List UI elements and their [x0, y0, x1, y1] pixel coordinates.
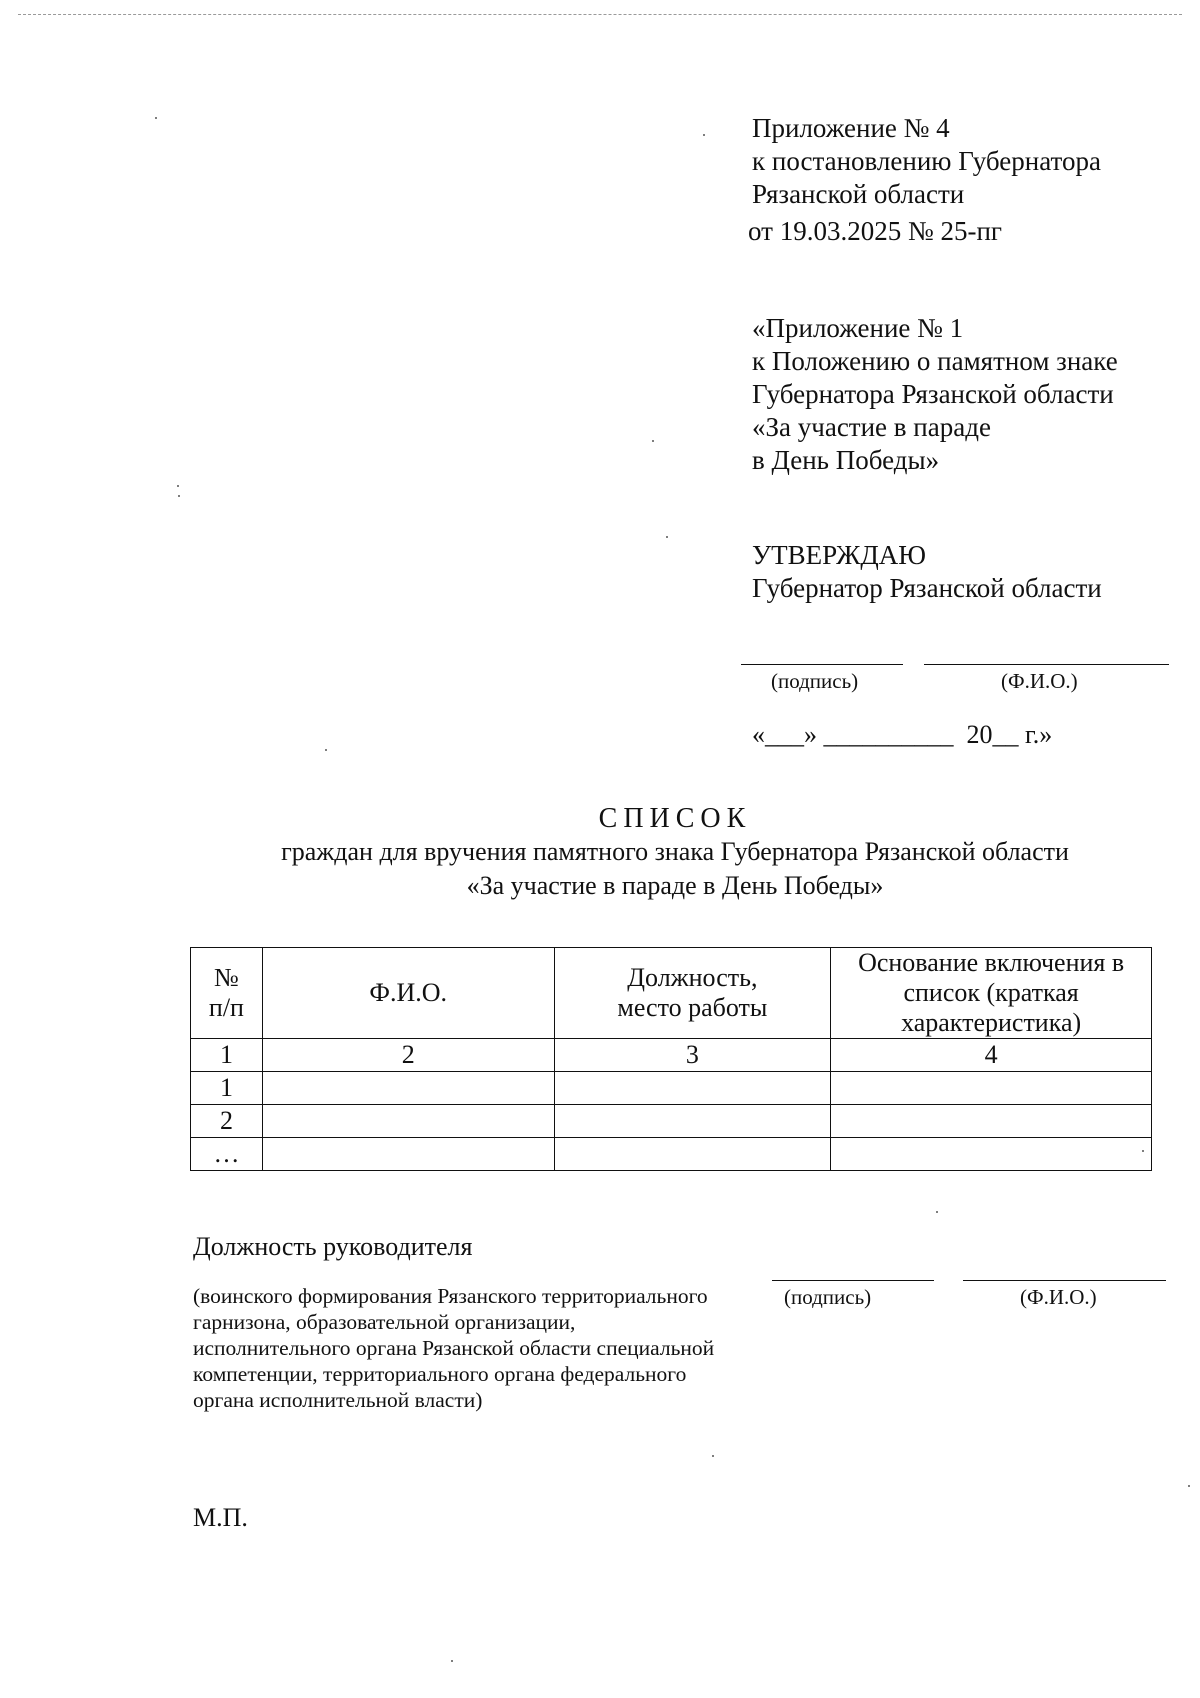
table-cell [554, 1072, 831, 1105]
footer-signature-caption: (подпись) [784, 1285, 872, 1309]
table-row [191, 1105, 1152, 1138]
document-title: СПИСОК [598, 803, 752, 834]
column-number: 3 [554, 1039, 831, 1072]
footer-signature-line [772, 1280, 934, 1281]
regulation-line: Губернатора Рязанской области [752, 379, 1114, 409]
approval-date-line: «___» __________ 20__ г.» [752, 720, 1053, 749]
column-number: 2 [262, 1039, 554, 1072]
head-position-note: (воинского формирования Рязанского территориального гарнизона, образовательной организации, исполнительного органа Рязанской области специальной компетенции, территориального органа федерального органа исполнительной власти) [193, 1284, 715, 1412]
appendix-date-line: от 19.03.2025 № 25-пг [748, 216, 1002, 246]
table-header-row [191, 948, 1152, 1039]
approval-title: УТВЕРЖДАЮ [752, 540, 927, 570]
table-cell [262, 1105, 554, 1138]
footer-name-caption: (Ф.И.О.) [1020, 1285, 1097, 1309]
scan-speck [178, 495, 180, 497]
table-cell [554, 1138, 831, 1171]
table-cell: … [191, 1138, 263, 1171]
table-header-number: № п/п [191, 948, 263, 1039]
scan-speck [712, 1455, 714, 1457]
document-subtitle-line1: граждан для вручения памятного знака Губернатора Рязанской области [281, 837, 1069, 866]
approval-signature-caption: (подпись) [771, 669, 859, 693]
regulation-line: к Положению о памятном знаке [752, 346, 1118, 376]
table-header-name: Ф.И.О. [262, 948, 554, 1039]
regulation-appendix-block [752, 312, 1118, 477]
approval-name-line [924, 664, 1169, 665]
appendix-block [748, 112, 1101, 248]
column-number: 4 [831, 1039, 1152, 1072]
approval-name-caption: (Ф.И.О.) [1001, 669, 1078, 693]
table-cell [831, 1072, 1152, 1105]
approval-position: Губернатор Рязанской области [752, 573, 1102, 603]
regulation-line: «Приложение № 1 [752, 313, 964, 343]
head-position-label: Должность руководителя [193, 1232, 473, 1261]
stamp-place: М.П. [193, 1503, 248, 1532]
scan-speck [451, 1660, 453, 1662]
citizens-table [190, 947, 1152, 1171]
table-cell [262, 1072, 554, 1105]
document-subtitle-line2: «За участие в параде в День Победы» [466, 871, 884, 900]
column-number: 1 [191, 1039, 263, 1072]
appendix-line: к постановлению Губернатора [752, 146, 1101, 176]
table-header-basis: Основание включения в список (краткая характеристика) [831, 948, 1152, 1039]
scan-speck [652, 440, 654, 442]
regulation-line: в День Победы» [752, 445, 940, 475]
table-cell [831, 1138, 1152, 1171]
table-column-number-row [191, 1039, 1152, 1072]
approval-signature-line [741, 664, 903, 665]
scan-speck [155, 117, 157, 119]
scan-top-edge [18, 14, 1182, 15]
scan-speck [177, 485, 179, 487]
scan-speck [325, 749, 327, 751]
table-row [191, 1138, 1152, 1171]
table-cell [554, 1105, 831, 1138]
scan-speck [666, 536, 668, 538]
footer-name-line [963, 1280, 1166, 1281]
table-header-position: Должность, место работы [554, 948, 831, 1039]
scan-speck [936, 1211, 938, 1213]
table-cell: 1 [191, 1072, 263, 1105]
appendix-line: Приложение № 4 [752, 113, 950, 143]
table-cell [831, 1105, 1152, 1138]
approval-block [752, 539, 1102, 605]
scan-speck [1188, 1485, 1190, 1487]
table-cell: 2 [191, 1105, 263, 1138]
table-row [191, 1072, 1152, 1105]
table-cell [262, 1138, 554, 1171]
regulation-line: «За участие в параде [752, 412, 991, 442]
appendix-line: Рязанской области [752, 179, 965, 209]
scan-speck [1142, 1150, 1144, 1152]
scan-speck [703, 134, 705, 136]
